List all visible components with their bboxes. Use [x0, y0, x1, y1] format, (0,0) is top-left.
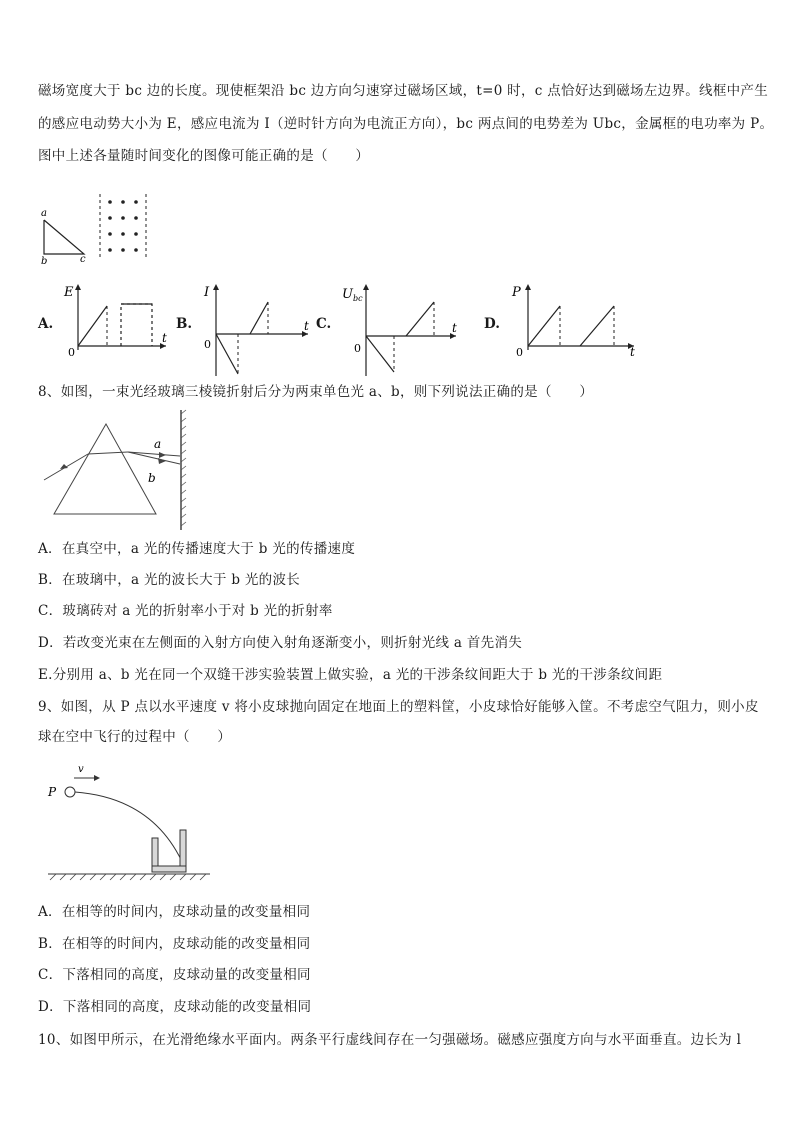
label-a: a [41, 208, 47, 219]
svg-text:E: E [64, 285, 74, 300]
label-b: b [41, 256, 48, 267]
q8-stem: 8、如图，一束光经玻璃三棱镜折射后分为两束单色光 a、b，则下列说法正确的是（ ） [38, 384, 594, 400]
q8-option-a[interactable]: A．在真空中，a 光的传播速度大于 b 光的传播速度 [38, 541, 356, 557]
q7-figure-frame-field [38, 190, 158, 270]
q7-option-d-letter[interactable]: D. [484, 316, 500, 332]
svg-text:0: 0 [354, 342, 361, 355]
svg-text:t: t [162, 331, 167, 345]
q7-graph-d [506, 280, 646, 360]
field-dots [108, 200, 138, 252]
q7-option-b-letter[interactable]: B. [176, 316, 193, 332]
q8-option-e[interactable]: E.分别用 a、b 光在同一个双缝干涉实验装置上做实验，a 光的干涉条纹间距大于 b 光的干涉条纹间距 [38, 667, 663, 683]
svg-text:t: t [630, 345, 635, 359]
svg-text:I: I [204, 285, 210, 300]
q8-option-c[interactable]: C．玻璃砖对 a 光的折射率小于对 b 光的折射率 [38, 603, 333, 619]
svg-text:0: 0 [204, 338, 211, 351]
q7-line-2: 的感应电动势大小为 E，感应电流为 I（逆时针方向为电流正方向），bc 两点间的电势差为 Ubc，金属框的电功率为 P。 [38, 116, 774, 132]
q9-stem-2: 球在空中飞行的过程中（ ） [38, 729, 232, 745]
ball [65, 787, 75, 797]
basket [152, 830, 186, 872]
svg-text:0: 0 [516, 346, 523, 359]
svg-text:P: P [48, 785, 57, 799]
c-yaxis-label: $U_{bc}$ [342, 287, 363, 303]
svg-text:v: v [78, 764, 84, 775]
svg-text:P: P [512, 285, 521, 300]
q7-graph-c [340, 280, 465, 380]
q8-option-b[interactable]: B．在玻璃中，a 光的波长大于 b 光的波长 [38, 572, 301, 588]
svg-text:b: b [148, 471, 156, 485]
label-c: c [80, 254, 86, 265]
q9-option-a[interactable]: A．在相等的时间内，皮球动量的改变量相同 [38, 904, 311, 920]
svg-text:t: t [304, 319, 309, 333]
q9-option-d[interactable]: D．下落相同的高度，皮球动能的改变量相同 [38, 999, 312, 1015]
q7-option-a-letter[interactable]: A. [38, 316, 54, 332]
q9-stem-1: 9、如图，从 P 点以水平速度 v 将小皮球抛向固定在地面上的塑料筐，小皮球恰好能够入筐。不考虑空气阻力，则小皮 [38, 699, 759, 715]
q9-projectile-figure [44, 762, 214, 886]
triangle-frame [44, 220, 84, 254]
q8-prism-figure [38, 410, 198, 535]
prism [54, 424, 156, 514]
q7-line-1: 磁场宽度大于 bc 边的长度。现使框架沿 bc 边方向匀速穿过磁场区域，t=0 时，c 点恰好达到磁场左边界。线框中产生 [38, 83, 769, 99]
q9-option-c[interactable]: C．下落相同的高度，皮球动量的改变量相同 [38, 967, 311, 983]
svg-text:a: a [154, 437, 162, 451]
q10-stem: 10、如图甲所示，在光滑绝缘水平面内。两条平行虚线间存在一匀强磁场。磁感应强度方向与水平面垂直。边长为 l [38, 1032, 742, 1048]
q7-graph-a [60, 280, 170, 360]
q7-graph-b [196, 280, 316, 380]
q9-option-b[interactable]: B．在相等的时间内，皮球动能的改变量相同 [38, 936, 311, 952]
trajectory [75, 792, 184, 866]
q8-option-d[interactable]: D．若改变光束在左侧面的入射方向使入射角逐渐变小，则折射光线 a 首先消失 [38, 635, 523, 651]
q7-option-c-letter[interactable]: C. [316, 316, 332, 332]
q7-line-3: 图中上述各量随时间变化的图像可能正确的是（ ） [38, 148, 370, 164]
svg-text:t: t [452, 321, 457, 335]
svg-text:0: 0 [68, 346, 75, 359]
